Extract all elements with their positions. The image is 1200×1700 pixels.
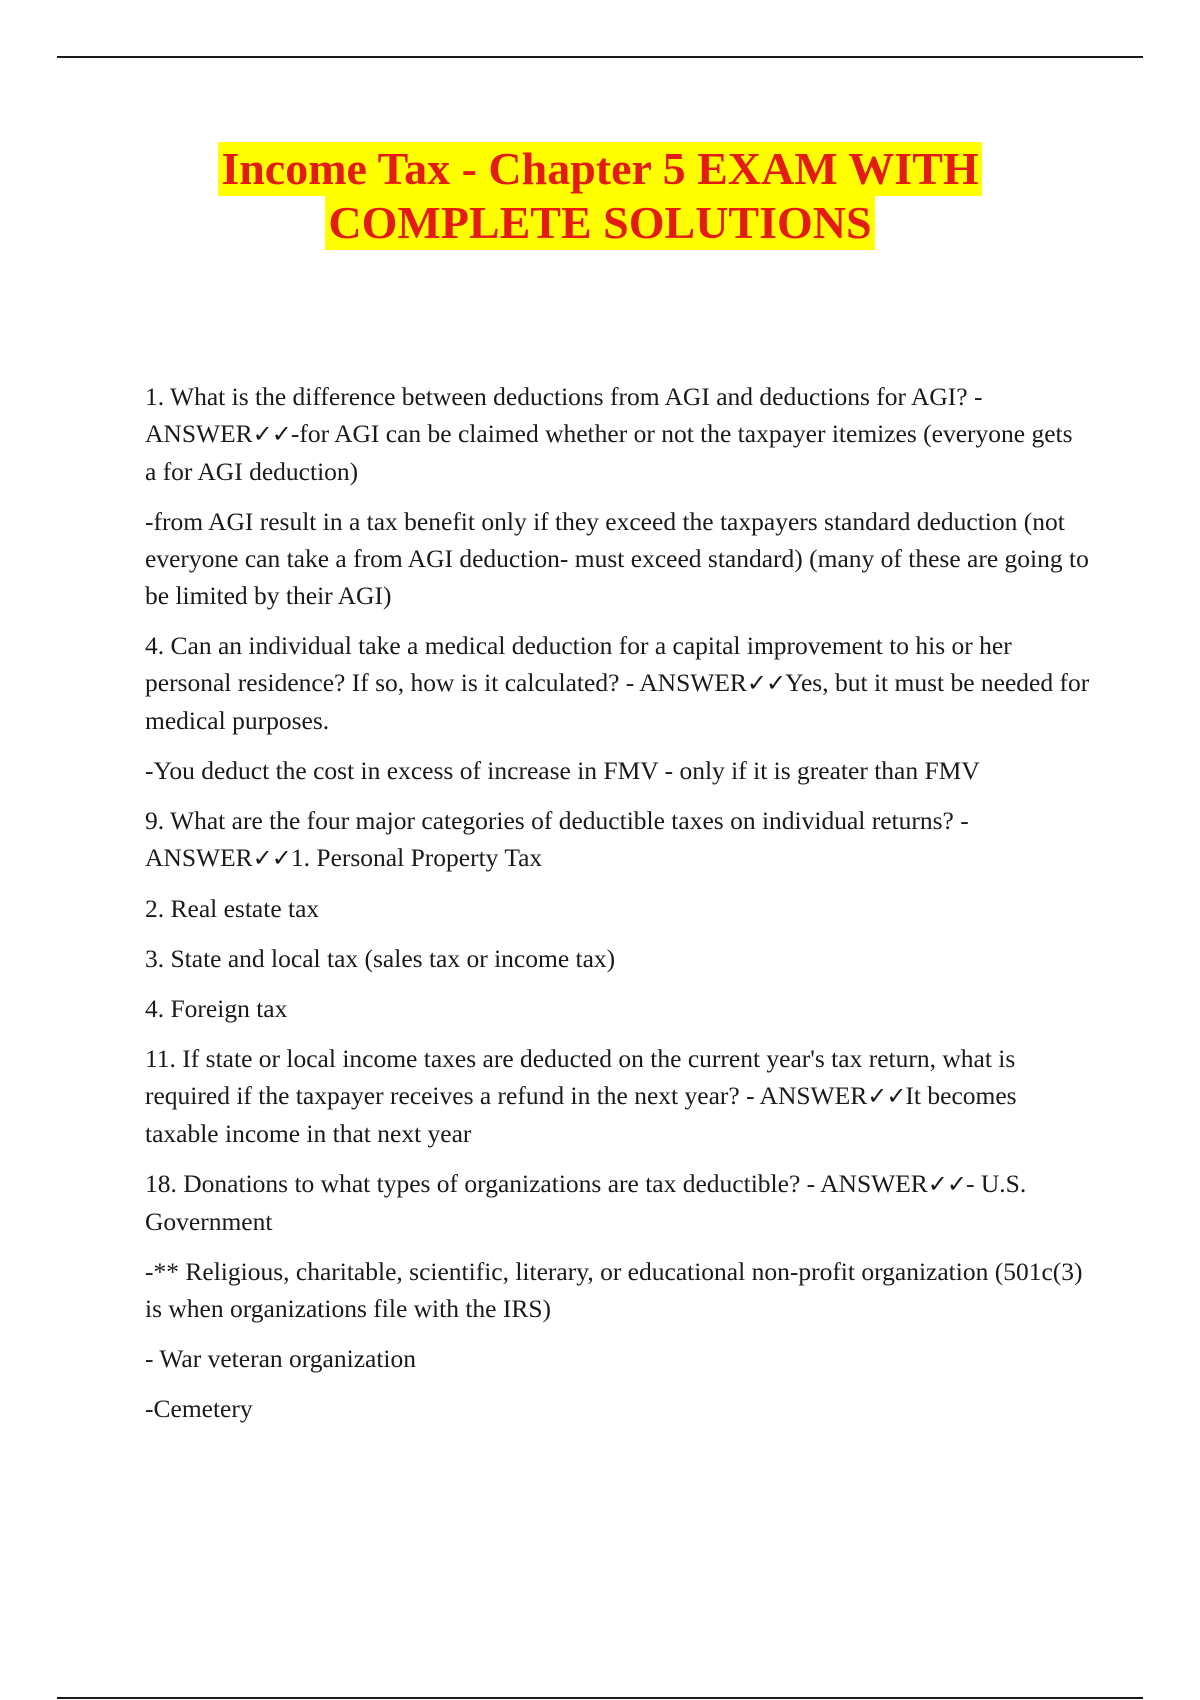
title-line-1: Income Tax - Chapter 5 EXAM WITH [218, 142, 981, 196]
answer-list-item: 3. State and local tax (sales tax or income tax) [145, 944, 616, 973]
check-icon: ✓✓ [867, 1082, 906, 1110]
question-text: 18. Donations to what types of organizations are tax deductible? - [145, 1169, 821, 1198]
check-icon: ✓✓ [927, 1170, 966, 1198]
bottom-rule [57, 1697, 1143, 1699]
answer-text: 1. Personal Property Tax [290, 843, 543, 872]
answer-paragraph: -You deduct the cost in excess of increase in FMV - only if it is greater than FMV [145, 756, 980, 785]
top-rule [57, 56, 1143, 58]
answer-paragraph: -** Religious, charitable, scientific, literary, or educational non-profit organization (501c(3) is when organizations file with the IRS) [145, 1257, 1083, 1323]
answer-marker: ANSWER [820, 1169, 928, 1198]
answer-marker: ANSWER [145, 843, 253, 872]
title-line-2: COMPLETE SOLUTIONS [325, 196, 874, 250]
answer-marker: ANSWER [639, 668, 747, 697]
check-icon: ✓✓ [252, 420, 291, 448]
answer-list-item: 4. Foreign tax [145, 994, 288, 1023]
check-icon: ✓✓ [252, 844, 291, 872]
answer-list-item: - War veteran organization [145, 1344, 417, 1373]
answer-text: It becomes taxable income in that next year [145, 1081, 1017, 1148]
answer-list-item: -Cemetery [145, 1394, 253, 1423]
document-title [0, 142, 1200, 250]
question-9 [145, 802, 1090, 877]
question-4 [145, 627, 1090, 739]
answer-text: -for AGI can be claimed whether or not the taxpayer itemizes (everyone gets a for AGI deduction) [145, 419, 1073, 486]
answer-text: - U.S. Government [145, 1169, 1027, 1236]
question-text: 9. What are the four major categories of deductible taxes on individual returns? - [145, 806, 969, 835]
check-icon: ✓✓ [746, 669, 786, 697]
question-11 [145, 1040, 1090, 1152]
question-1 [145, 378, 1090, 490]
question-text: 4. Can an individual take a medical deduction for a capital improvement to his or her personal residence? If so, how is it calculated? - [145, 631, 1012, 697]
answer-marker: ANSWER [145, 419, 253, 448]
document-body [145, 378, 1090, 1440]
answer-text: Yes, but it must be needed for medical purposes. [145, 668, 1090, 735]
answer-paragraph: -from AGI result in a tax benefit only if they exceed the taxpayers standard deduction (not everyone can take a from AGI deduction- must exceed standard) (many of these are going to be limited by their AGI) [145, 507, 1089, 610]
question-18 [145, 1165, 1090, 1240]
question-text: 1. What is the difference between deductions from AGI and deductions for AGI? - [145, 382, 983, 411]
answer-list-item: 2. Real estate tax [145, 894, 320, 923]
question-text: 11. If state or local income taxes are deducted on the current year's tax return, what is required if the taxpayer receives a refund in the next year? - [145, 1044, 1016, 1110]
answer-marker: ANSWER [759, 1081, 868, 1110]
